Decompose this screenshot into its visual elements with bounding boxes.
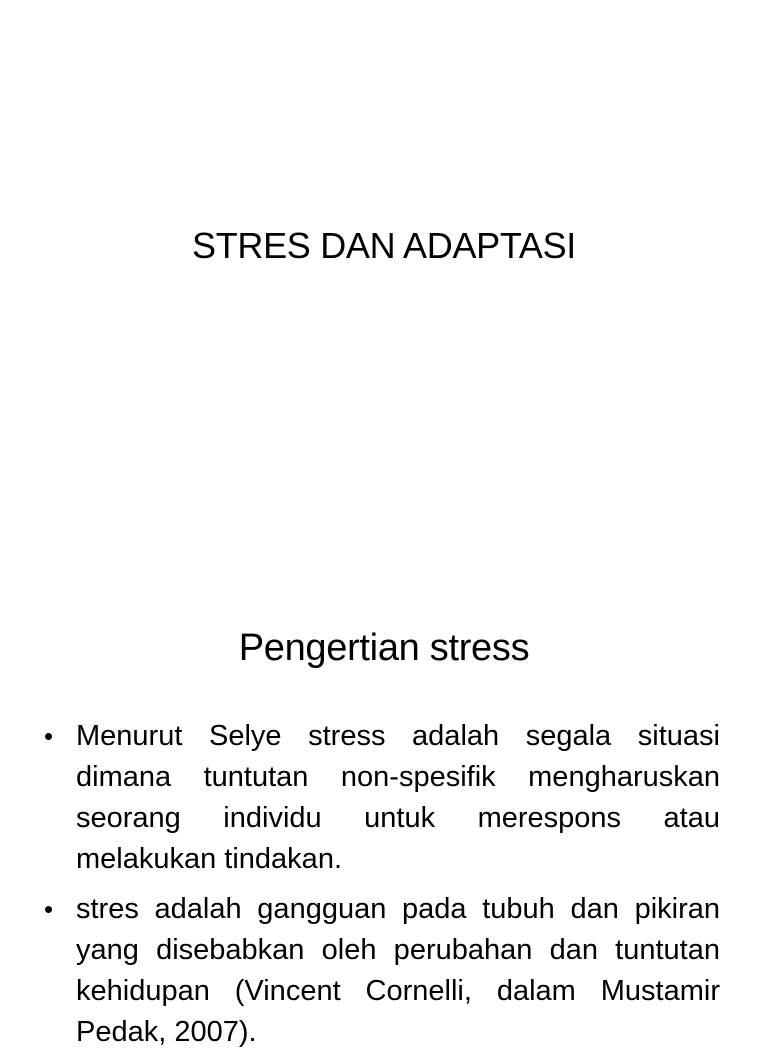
bullet-text: Menurut Selye stress adalah segala situasi dimana tuntutan non-spesifik mengharuskan seorang individu untuk merespons atau melakukan tindakan.	[76, 720, 720, 875]
bullet-text: stres adalah gangguan pada tubuh dan pikiran yang disebabkan oleh perubahan dan tuntutan kehidupan (Vincent Cornelli, dalam Mustamir Pedak, 2007).	[76, 893, 720, 1048]
bullet-icon: •	[44, 894, 54, 924]
slide-definition	[0, 576, 768, 1048]
slide-heading: Pengertian stress	[238, 627, 530, 669]
slide-title-text: STRES DAN ADAPTASI	[191, 225, 577, 266]
bullet-item	[40, 889, 720, 1053]
bullet-list	[40, 716, 720, 1062]
bullet-item	[40, 716, 720, 880]
bullet-icon: •	[44, 721, 54, 751]
